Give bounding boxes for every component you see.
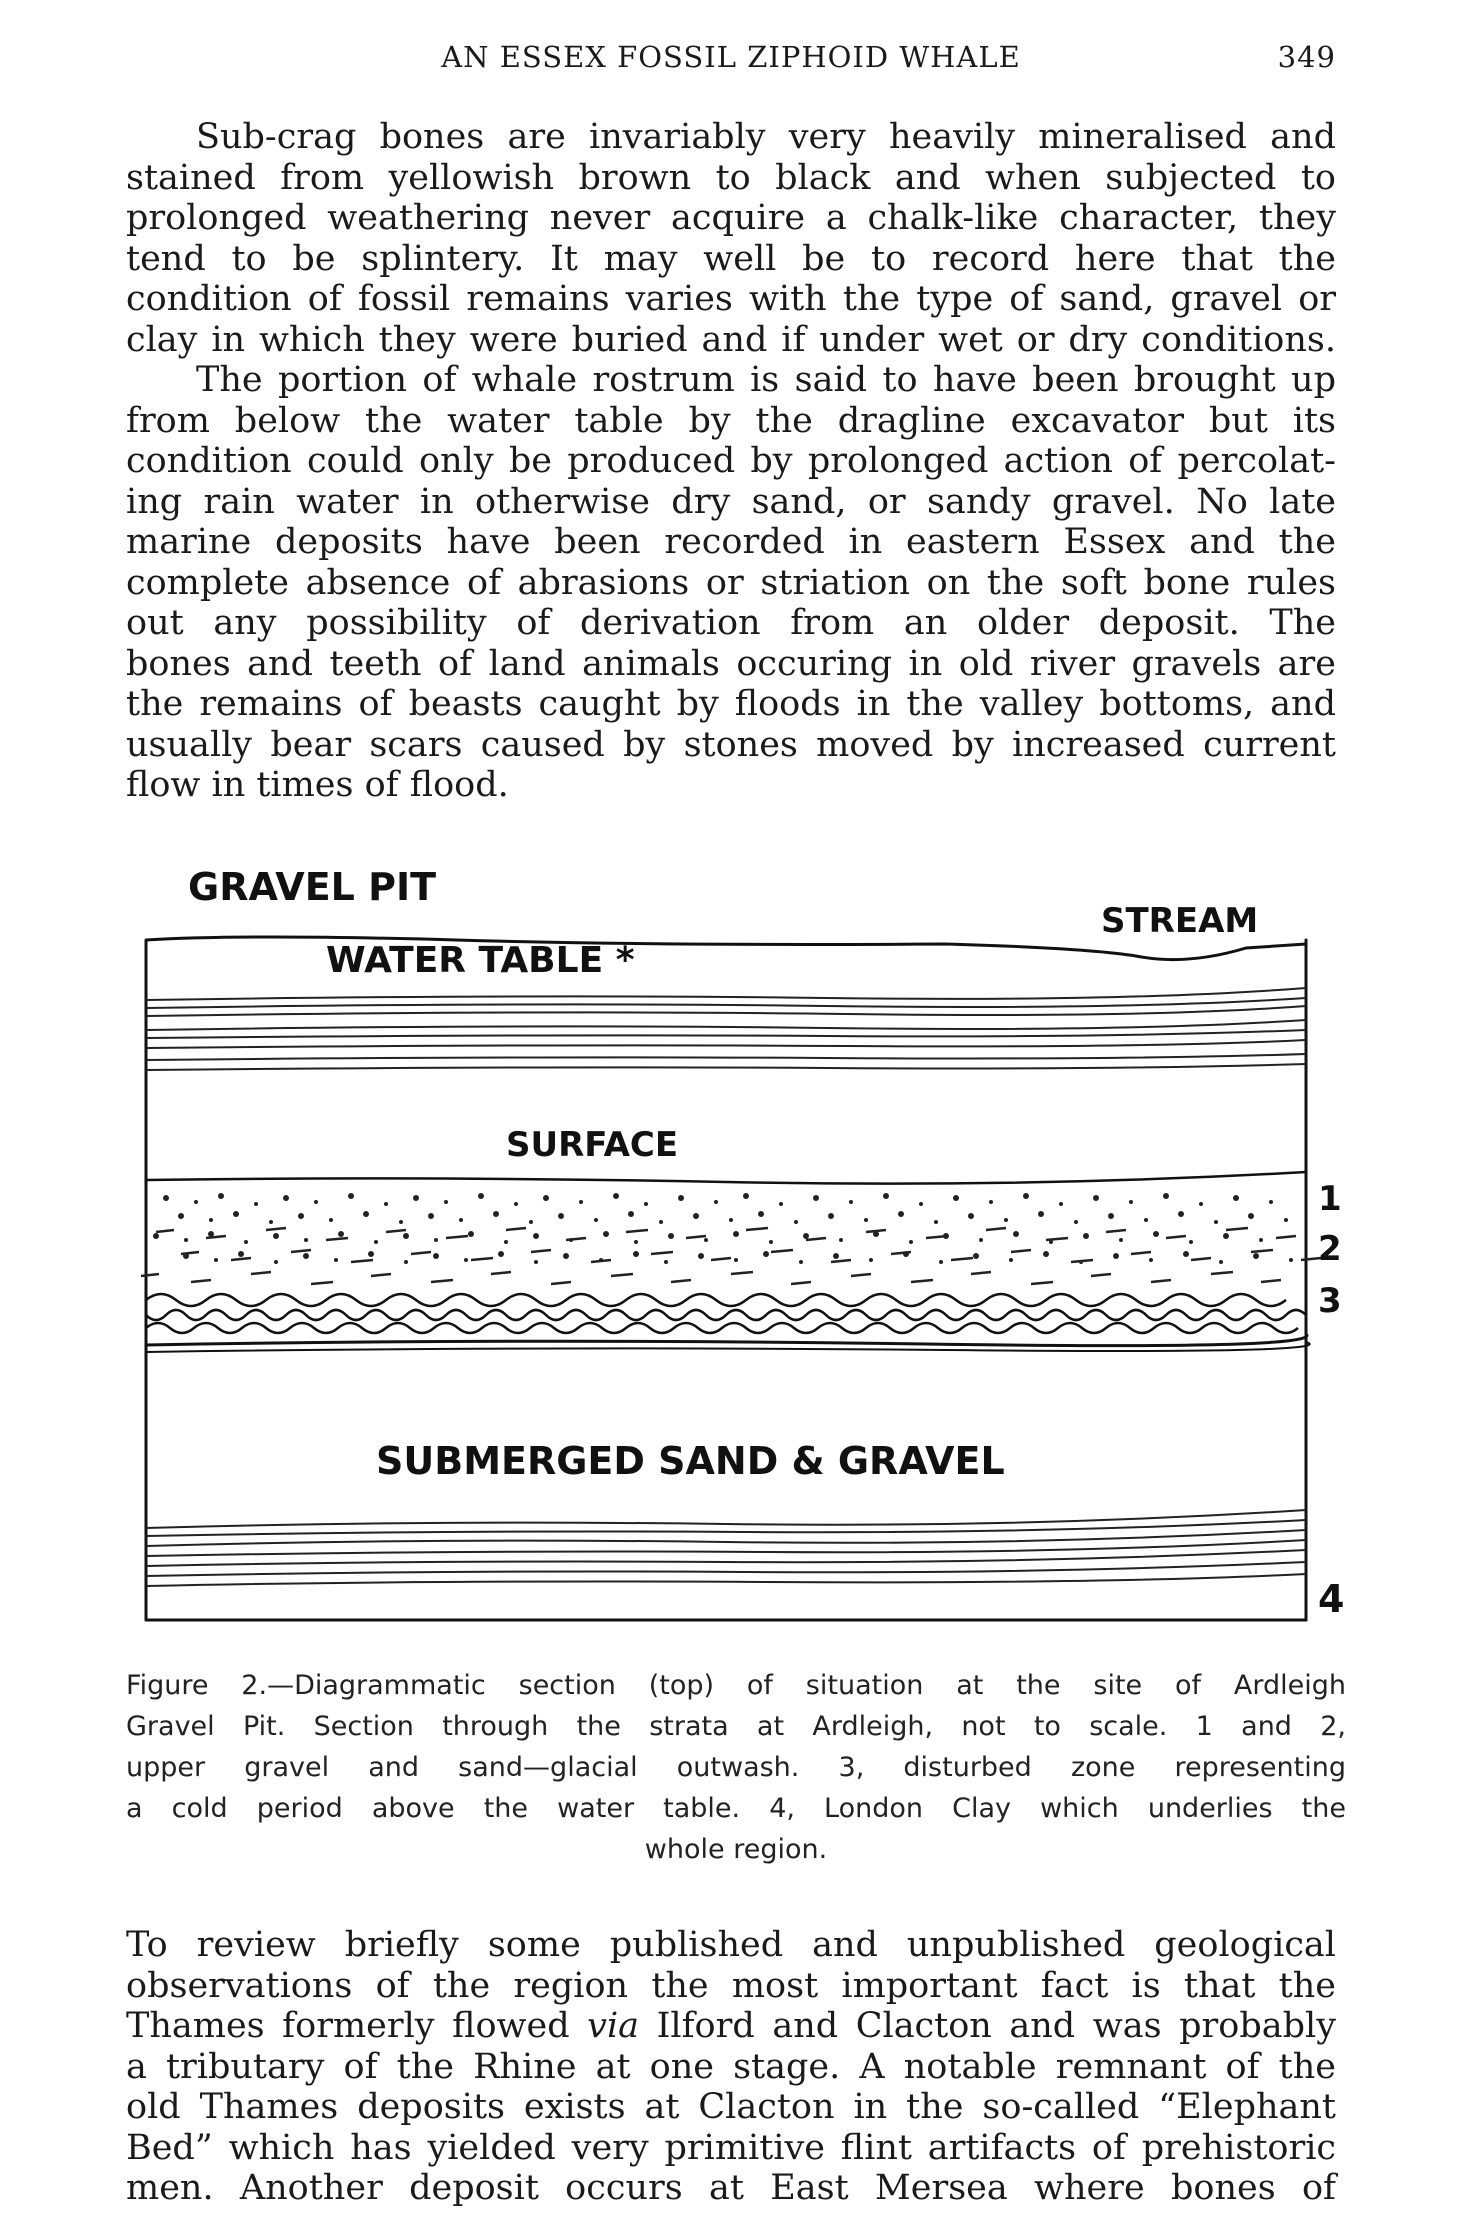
- text-line: tend to be splintery. It may well be to record here that the: [126, 238, 1336, 279]
- text-line: marine deposits have been recorded in eastern Essex and the: [126, 522, 1336, 562]
- text-line: To review briefly some published and unpublished geological: [126, 1925, 1336, 1965]
- text-line: ing rain water in otherwise dry sand, or sandy gravel. No late: [126, 481, 1336, 522]
- text-line: Bed” which has yielded very primitive flint artifacts of prehistoric: [126, 2127, 1336, 2168]
- text-line: men. Another deposit occurs at East Mersea where bones of: [126, 2168, 1336, 2208]
- figure-caption: [126, 1665, 1346, 1870]
- text-run: Thames formerly flowed: [126, 2006, 588, 2046]
- text-line: usually bear scars caused by stones moved by increased current: [126, 724, 1336, 765]
- text-line: old Thames deposits exists at Clacton in the so-called “Elephant: [126, 2087, 1336, 2127]
- text-line: bones and teeth of land animals occuring in old river gravels are: [126, 643, 1336, 684]
- label-layer-4: 4: [1318, 1577, 1345, 1621]
- text-line: a tributary of the Rhine at one stage. A notable remnant of the: [126, 2046, 1336, 2087]
- caption-line: Figure 2.—Diagrammatic section (top) of situation at the site of Ardleigh: [126, 1670, 1346, 1701]
- text-line: condition could only be produced by prolonged action of percolat-: [126, 441, 1336, 481]
- section-diagram: [126, 860, 1416, 1660]
- text-line: from below the water table by the dragline excavator but its: [126, 400, 1336, 441]
- paragraph-2: [126, 1925, 1336, 2209]
- text-line: The portion of whale rostrum is said to have been brought up: [196, 360, 1336, 400]
- text-line: out any possibility of derivation from an older deposit. The: [126, 603, 1336, 643]
- label-submerged: SUBMERGED SAND & GRAVEL: [376, 1439, 1005, 1483]
- text-line: stained from yellowish brown to black and when subjected to: [126, 157, 1336, 198]
- caption-line: a cold period above the water table. 4, London Clay which underlies the: [126, 1793, 1346, 1824]
- text-line: observations of the region the most important fact is that the: [126, 1965, 1336, 2006]
- text-line: clay in which they were buried and if under wet or dry conditions.: [126, 319, 1336, 360]
- caption-line: upper gravel and sand—glacial outwash. 3, disturbed zone representing: [126, 1752, 1346, 1783]
- label-water-table: WATER TABLE *: [326, 940, 635, 981]
- caption-line: Gravel Pit. Section through the strata at Ardleigh, not to scale. 1 and 2,: [126, 1711, 1346, 1742]
- label-surface: SURFACE: [506, 1125, 679, 1165]
- label-gravel-pit: GRAVEL PIT: [188, 865, 437, 909]
- running-head: [126, 40, 1336, 80]
- italic-word: via: [587, 2006, 640, 2046]
- text-line: prolonged weathering never acquire a chalk-like character, they: [126, 198, 1336, 238]
- label-layer-1: 1: [1318, 1179, 1342, 1219]
- label-layer-2: 2: [1318, 1229, 1342, 1269]
- page-number: 349: [1277, 40, 1336, 74]
- label-stream: STREAM: [1101, 901, 1259, 941]
- text-line: complete absence of abrasions or striation on the soft bone rules: [126, 562, 1336, 603]
- label-layer-3: 3: [1318, 1281, 1342, 1321]
- paragraph-1: [126, 117, 1336, 806]
- text-line: condition of fossil remains varies with the type of sand, gravel or: [126, 279, 1336, 319]
- text-line: [126, 2006, 1336, 2047]
- text-run: Ilford and Clacton and was probably: [639, 2006, 1336, 2046]
- running-title: AN ESSEX FOSSIL ZIPHOID WHALE: [441, 40, 1021, 74]
- text-line: the remains of beasts caught by floods in the valley bottoms, and: [126, 684, 1336, 724]
- caption-line: whole region.: [644, 1834, 828, 1865]
- text-line: flow in times of flood.: [126, 765, 509, 805]
- text-line: Sub-crag bones are invariably very heavily mineralised and: [196, 117, 1336, 157]
